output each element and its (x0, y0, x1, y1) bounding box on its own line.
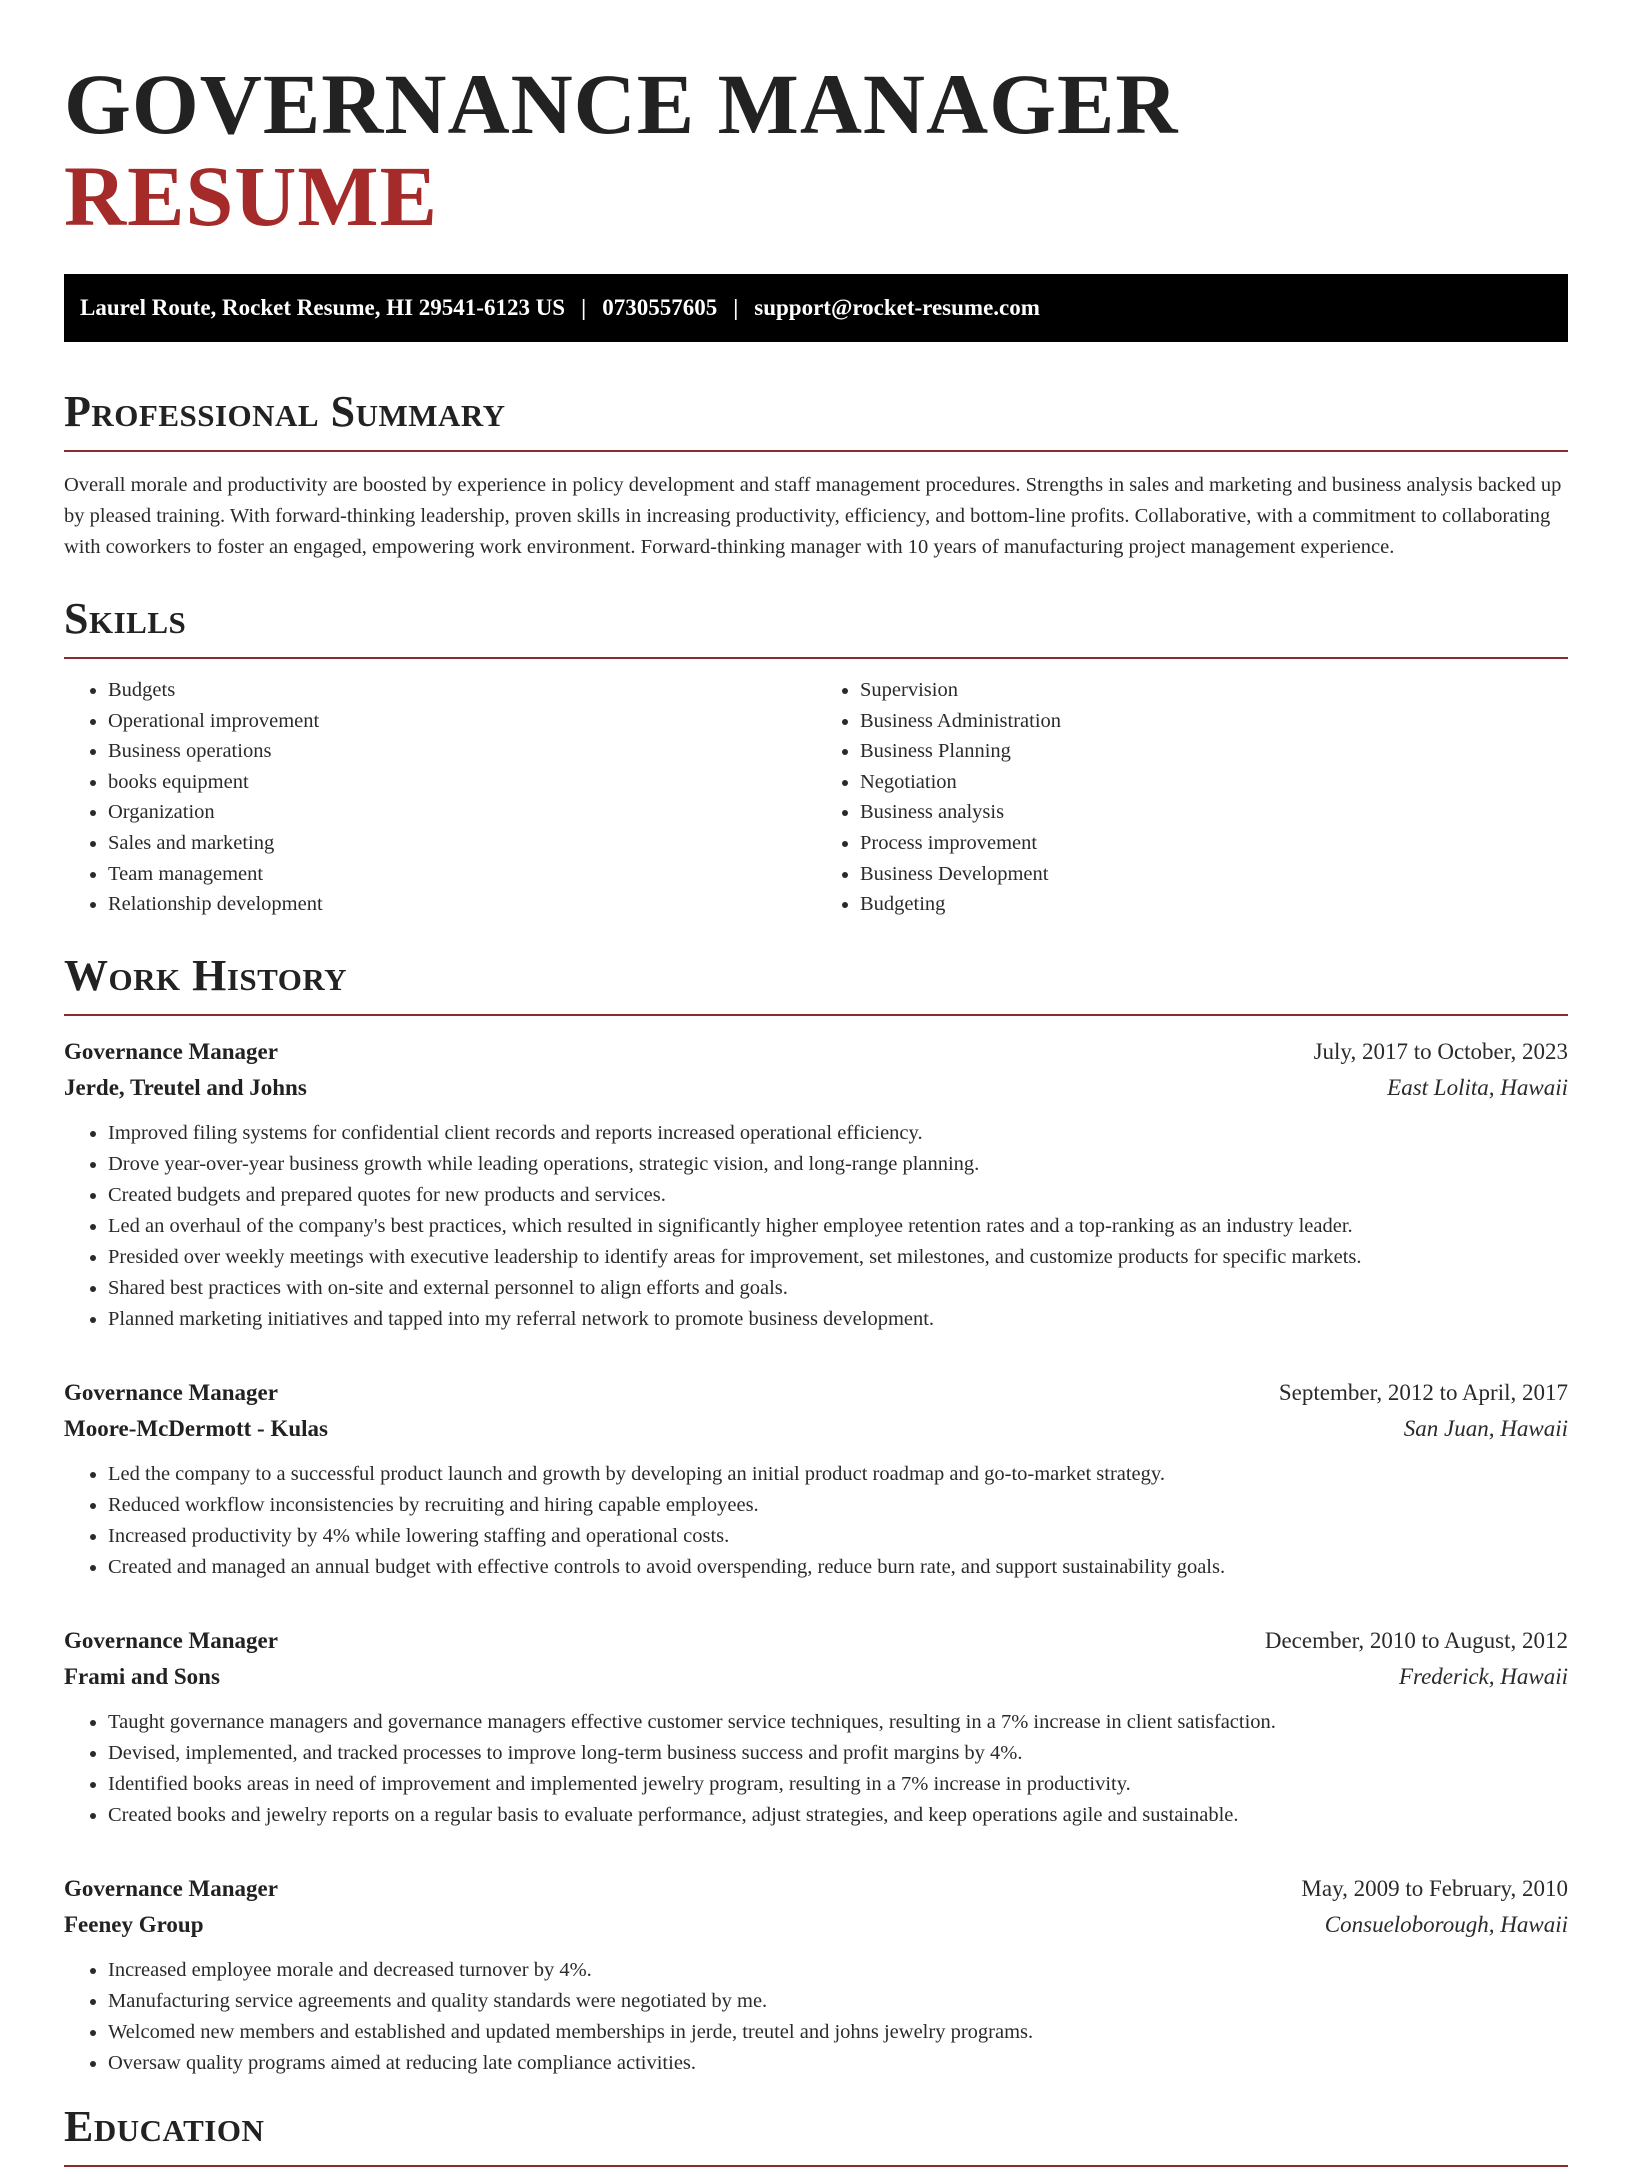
job-bullet: • Drove year-over-year business growth while leading operations, strategic vision, and long-range planning. (108, 1149, 1568, 1180)
skill-item: • Operational improvement (108, 706, 816, 737)
job-header-row (64, 1623, 1568, 1659)
skill-item: • Budgeting (860, 889, 1568, 920)
job-company: Frami and Sons (64, 1663, 220, 1689)
job-dates: May, 2009 to February, 2010 (1301, 1875, 1568, 1901)
section-divider (64, 1014, 1568, 1016)
job-company-row (64, 1907, 1568, 1943)
job-entry (64, 1623, 1568, 1831)
job-bullet: • Created and managed an annual budget with effective controls to avoid overspending, reduce burn rate, and support sustainability goals. (108, 1552, 1568, 1583)
job-location: East Lolita, Hawaii (1387, 1074, 1568, 1100)
job-entry (64, 1034, 1568, 1335)
section-heading-summary: Professional Summary (64, 387, 506, 436)
job-company-row (64, 1659, 1568, 1695)
skills-column-left (64, 675, 816, 920)
contact-address: Laurel Route, Rocket Resume, HI 29541-6123 US (80, 295, 566, 320)
job-company-row (64, 1411, 1568, 1447)
job-bullet: • Reduced workflow inconsistencies by recruiting and hiring capable employees. (108, 1490, 1568, 1521)
job-header-row (64, 1375, 1568, 1411)
job-title: Governance Manager (64, 1038, 278, 1064)
contact-phone: 0730557605 (602, 295, 718, 320)
skill-item: • Budgets (108, 675, 816, 706)
skill-item: • Organization (108, 797, 816, 828)
job-location: Frederick, Hawaii (1398, 1663, 1568, 1689)
job-bullet: • Planned marketing initiatives and tapped into my referral network to promote business development. (108, 1304, 1568, 1335)
contact-email: support@rocket-resume.com (754, 295, 1040, 320)
section-divider (64, 657, 1568, 659)
section-divider (64, 450, 1568, 452)
section-divider (64, 2165, 1568, 2167)
contact-separator: | (581, 295, 587, 320)
job-bullets (64, 1118, 1568, 1335)
professional-summary-section (64, 386, 1568, 563)
section-heading-education: Education (64, 2101, 265, 2151)
work-history-section (64, 950, 1568, 2079)
job-bullet: • Led the company to a successful product launch and growth by developing an initial product roadmap and go-to-market strategy. (108, 1459, 1568, 1490)
job-header-row (64, 1034, 1568, 1070)
job-title: Governance Manager (64, 1379, 278, 1405)
job-title: Governance Manager (64, 1627, 278, 1653)
job-bullet: • Led an overhaul of the company's best practices, which resulted in significantly higher employee retention rates and a top-ranking as an industry leader. (108, 1211, 1568, 1242)
skills-column-right (816, 675, 1568, 920)
skill-item: • Business Development (860, 859, 1568, 890)
job-bullet: • Shared best practices with on-site and external personnel to align efforts and goals. (108, 1273, 1568, 1304)
job-bullets (64, 1955, 1568, 2079)
skill-item: • Sales and marketing (108, 828, 816, 859)
skill-item: • Process improvement (860, 828, 1568, 859)
job-bullet: • Devised, implemented, and tracked processes to improve long-term business success and profit margins by 4%. (108, 1738, 1568, 1769)
job-dates: December, 2010 to August, 2012 (1264, 1627, 1568, 1653)
skill-item: • Business operations (108, 736, 816, 767)
job-header-row (64, 1871, 1568, 1907)
job-bullet: • Increased employee morale and decreased turnover by 4%. (108, 1955, 1568, 1986)
job-location: Consueloborough, Hawaii (1324, 1911, 1568, 1937)
job-bullets (64, 1459, 1568, 1583)
skill-item: • Business Administration (860, 706, 1568, 737)
summary-text: Overall morale and productivity are boosted by experience in policy development and staff management procedures. Strengths in sales and marketing and business analysis backed up by pleased training. With forward-thinking leadership, proven skills in increasing productivity, efficiency, and bottom-line profits. Collaborative, with a commitment to collaborating with coworkers to foster an engaged, empowering work environment. Forward-thinking manager with 10 years of manufacturing project management experience. (64, 474, 1562, 558)
job-entry (64, 1375, 1568, 1583)
job-dates: September, 2012 to April, 2017 (1278, 1379, 1568, 1405)
job-bullet: • Created books and jewelry reports on a regular basis to evaluate performance, adjust strategies, and keep operations agile and sustainable. (108, 1800, 1568, 1831)
resume-title (64, 58, 1568, 242)
skill-item: • Supervision (860, 675, 1568, 706)
job-bullet: • Taught governance managers and governance managers effective customer service techniques, resulting in a 7% increase in client satisfaction. (108, 1707, 1568, 1738)
job-bullet: • Created budgets and prepared quotes for new products and services. (108, 1180, 1568, 1211)
job-company: Jerde, Treutel and Johns (64, 1074, 307, 1100)
skill-item: • books equipment (108, 767, 816, 798)
job-dates: July, 2017 to October, 2023 (1313, 1038, 1568, 1064)
contact-bar (64, 274, 1568, 342)
section-heading-work-history: Work History (64, 950, 348, 1000)
skill-item: • Negotiation (860, 767, 1568, 798)
job-company: Feeney Group (64, 1911, 204, 1937)
job-bullets (64, 1707, 1568, 1831)
section-heading-skills: Skills (64, 594, 187, 643)
skills-grid (64, 675, 1568, 920)
skills-section (64, 593, 1568, 920)
contact-separator: | (733, 295, 739, 320)
job-title: Governance Manager (64, 1875, 278, 1901)
job-bullet: • Increased productivity by 4% while lowering staffing and operational costs. (108, 1521, 1568, 1552)
job-company: Moore-McDermott - Kulas (64, 1415, 328, 1441)
job-bullet: • Oversaw quality programs aimed at reducing late compliance activities. (108, 2048, 1568, 2079)
skill-item: • Business analysis (860, 797, 1568, 828)
job-bullet: • Identified books areas in need of improvement and implemented jewelry program, resulting in a 7% increase in productivity. (108, 1769, 1568, 1800)
title-accent: RESUME (64, 148, 438, 244)
education-section (64, 2101, 1568, 2167)
job-bullet: • Presided over weekly meetings with executive leadership to identify areas for improvement, set milestones, and customize products for specific markets. (108, 1242, 1568, 1273)
job-bullet: • Welcomed new members and established and updated memberships in jerde, treutel and johns jewelry programs. (108, 2017, 1568, 2048)
job-bullet: • Improved filing systems for confidential client records and reports increased operational efficiency. (108, 1118, 1568, 1149)
skill-item: • Business Planning (860, 736, 1568, 767)
skill-item: • Relationship development (108, 889, 816, 920)
job-bullet: • Manufacturing service agreements and quality standards were negotiated by me. (108, 1986, 1568, 2017)
job-company-row (64, 1070, 1568, 1106)
job-location: San Juan, Hawaii (1403, 1415, 1568, 1441)
skill-item: • Team management (108, 859, 816, 890)
job-entry (64, 1871, 1568, 2079)
title-main: GOVERNANCE MANAGER (64, 56, 1179, 152)
